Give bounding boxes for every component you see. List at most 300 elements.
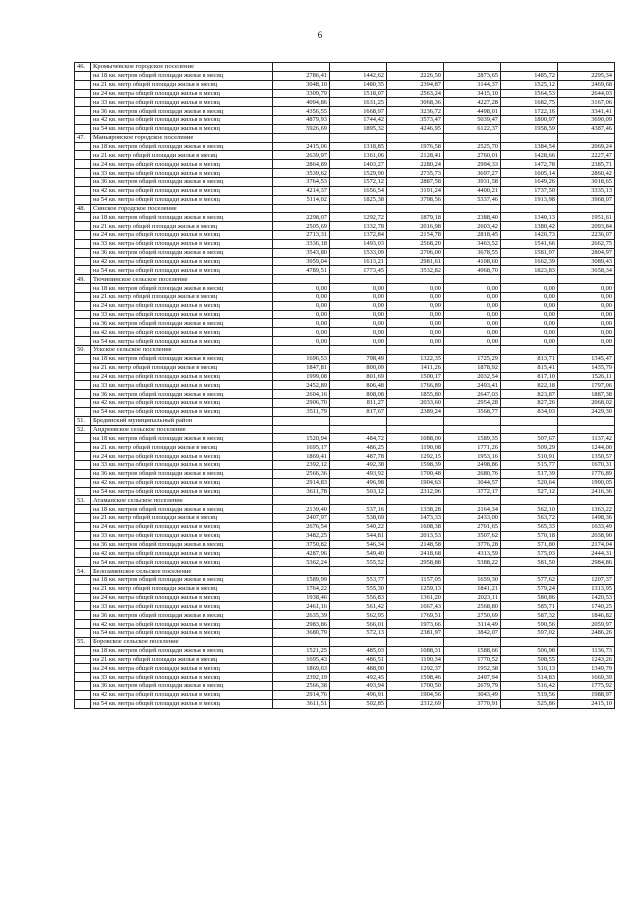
value-cell: 546,34 bbox=[330, 540, 387, 549]
empty-index-cell bbox=[75, 690, 91, 699]
area-label: на 18 кв. метров общей площади жилья в месяц bbox=[91, 646, 273, 655]
table-row bbox=[75, 434, 615, 443]
value-cell: 1988,97 bbox=[558, 690, 615, 699]
empty-cell bbox=[273, 567, 330, 576]
empty-cell bbox=[387, 425, 444, 434]
empty-cell bbox=[387, 567, 444, 576]
table-row bbox=[75, 655, 615, 664]
value-cell: 1825,38 bbox=[330, 195, 387, 204]
table-row bbox=[75, 487, 615, 496]
value-cell: 1682,75 bbox=[501, 98, 558, 107]
value-cell: 537,16 bbox=[330, 505, 387, 514]
value-cell: 822,18 bbox=[501, 381, 558, 390]
table-row bbox=[75, 142, 615, 151]
empty-cell bbox=[273, 133, 330, 142]
value-cell: 3543,80 bbox=[273, 248, 330, 257]
municipality-row bbox=[75, 346, 615, 355]
empty-cell bbox=[558, 133, 615, 142]
value-cell: 508,55 bbox=[501, 655, 558, 664]
row-index: 49. bbox=[75, 275, 91, 284]
table-row bbox=[75, 540, 615, 549]
empty-index-cell bbox=[75, 177, 91, 186]
value-cell: 0,00 bbox=[330, 337, 387, 346]
value-cell: 1244,00 bbox=[558, 443, 615, 452]
value-cell: 1951,61 bbox=[558, 213, 615, 222]
value-cell: 1695,17 bbox=[273, 443, 330, 452]
empty-index-cell bbox=[75, 248, 91, 257]
empty-cell bbox=[444, 567, 501, 576]
empty-index-cell bbox=[75, 257, 91, 266]
area-label: на 24 кв. метра общей площади жилья в месяц bbox=[91, 160, 273, 169]
empty-index-cell bbox=[75, 98, 91, 107]
empty-index-cell bbox=[75, 655, 91, 664]
area-label: на 42 кв. метра общей площади жилья в месяц bbox=[91, 690, 273, 699]
empty-index-cell bbox=[75, 328, 91, 337]
value-cell: 1403,27 bbox=[330, 160, 387, 169]
value-cell: 1855,80 bbox=[387, 390, 444, 399]
value-cell: 2227,47 bbox=[558, 151, 615, 160]
value-cell: 1670,31 bbox=[558, 460, 615, 469]
empty-index-cell bbox=[75, 160, 91, 169]
empty-cell bbox=[273, 63, 330, 72]
value-cell: 3089,43 bbox=[558, 257, 615, 266]
value-cell: 2148,58 bbox=[387, 540, 444, 549]
value-cell: 597,02 bbox=[501, 629, 558, 638]
value-cell: 4879,93 bbox=[273, 116, 330, 125]
value-cell: 1372,84 bbox=[330, 231, 387, 240]
value-cell: 2735,73 bbox=[387, 169, 444, 178]
value-cell: 3044,57 bbox=[444, 478, 501, 487]
value-cell: 1659,30 bbox=[444, 575, 501, 584]
value-cell: 493,94 bbox=[330, 682, 387, 691]
area-label: на 36 кв. метров общей площади жилья в месяц bbox=[91, 540, 273, 549]
table-row bbox=[75, 169, 615, 178]
value-cell: 3772,17 bbox=[444, 487, 501, 496]
value-cell: 3191,24 bbox=[387, 186, 444, 195]
empty-index-cell bbox=[75, 558, 91, 567]
value-cell: 563,72 bbox=[501, 514, 558, 523]
value-cell: 2388,40 bbox=[444, 213, 501, 222]
value-cell: 0,00 bbox=[444, 284, 501, 293]
value-cell: 3750,82 bbox=[273, 540, 330, 549]
empty-cell bbox=[558, 496, 615, 505]
table-row bbox=[75, 80, 615, 89]
table-row bbox=[75, 328, 615, 337]
area-label: на 36 кв. метров общей площади жилья в месяц bbox=[91, 319, 273, 328]
table-row bbox=[75, 682, 615, 691]
area-label: на 18 кв. метров общей площади жилья в месяц bbox=[91, 354, 273, 363]
empty-index-cell bbox=[75, 292, 91, 301]
empty-index-cell bbox=[75, 231, 91, 240]
area-label: на 36 кв. метров общей площади жилья в месяц bbox=[91, 177, 273, 186]
empty-index-cell bbox=[75, 195, 91, 204]
empty-cell bbox=[558, 63, 615, 72]
empty-cell bbox=[501, 133, 558, 142]
empty-index-cell bbox=[75, 460, 91, 469]
value-cell: 1498,36 bbox=[558, 514, 615, 523]
value-cell: 2298,07 bbox=[273, 213, 330, 222]
empty-cell bbox=[444, 275, 501, 284]
value-cell: 3539,62 bbox=[273, 169, 330, 178]
area-label: на 18 кв. метров общей площади жилья в месяц bbox=[91, 505, 273, 514]
municipality-row bbox=[75, 275, 615, 284]
value-cell: 2680,76 bbox=[444, 469, 501, 478]
empty-cell bbox=[444, 63, 501, 72]
value-cell: 553,77 bbox=[330, 575, 387, 584]
area-label: на 33 кв. метра общей площади жилья в месяц bbox=[91, 169, 273, 178]
empty-cell bbox=[330, 637, 387, 646]
value-cell: 503,12 bbox=[330, 487, 387, 496]
empty-cell bbox=[501, 63, 558, 72]
value-cell: 2032,54 bbox=[444, 372, 501, 381]
value-cell: 0,00 bbox=[387, 292, 444, 301]
value-cell: 3770,91 bbox=[444, 699, 501, 708]
table-row bbox=[75, 620, 615, 629]
empty-cell bbox=[387, 204, 444, 213]
value-cell: 555,52 bbox=[330, 558, 387, 567]
value-cell: 3018,65 bbox=[558, 177, 615, 186]
value-cell: 3680,79 bbox=[273, 629, 330, 638]
value-cell: 2497,94 bbox=[444, 673, 501, 682]
row-index: 47. bbox=[75, 133, 91, 142]
value-cell: 2486,26 bbox=[558, 629, 615, 638]
empty-cell bbox=[330, 346, 387, 355]
value-cell: 0,00 bbox=[273, 337, 330, 346]
table-row bbox=[75, 151, 615, 160]
municipality-row bbox=[75, 133, 615, 142]
empty-cell bbox=[444, 204, 501, 213]
empty-cell bbox=[501, 567, 558, 576]
value-cell: 1564,53 bbox=[501, 89, 558, 98]
value-cell: 2093,84 bbox=[558, 222, 615, 231]
value-cell: 487,78 bbox=[330, 452, 387, 461]
value-cell: 3068,36 bbox=[387, 98, 444, 107]
empty-index-cell bbox=[75, 699, 91, 708]
row-index: 52. bbox=[75, 425, 91, 434]
value-cell: 1841,21 bbox=[444, 584, 501, 593]
row-index: 53. bbox=[75, 496, 91, 505]
value-cell: 1243,26 bbox=[558, 655, 615, 664]
empty-index-cell bbox=[75, 469, 91, 478]
empty-index-cell bbox=[75, 584, 91, 593]
value-cell: 549,40 bbox=[330, 549, 387, 558]
value-cell: 0,00 bbox=[558, 310, 615, 319]
value-cell: 2568,80 bbox=[444, 602, 501, 611]
value-cell: 506,98 bbox=[501, 646, 558, 655]
empty-index-cell bbox=[75, 319, 91, 328]
value-cell: 577,62 bbox=[501, 575, 558, 584]
value-cell: 538,69 bbox=[330, 514, 387, 523]
empty-index-cell bbox=[75, 337, 91, 346]
value-cell: 0,00 bbox=[501, 337, 558, 346]
value-cell: 1411,26 bbox=[387, 363, 444, 372]
value-cell: 1480,35 bbox=[330, 80, 387, 89]
value-cell: 798,49 bbox=[330, 354, 387, 363]
value-cell: 561,42 bbox=[330, 602, 387, 611]
value-cell: 2906,70 bbox=[273, 399, 330, 408]
value-cell: 0,00 bbox=[387, 301, 444, 310]
empty-index-cell bbox=[75, 284, 91, 293]
table-row bbox=[75, 177, 615, 186]
empty-index-cell bbox=[75, 186, 91, 195]
value-cell: 1588,66 bbox=[444, 646, 501, 655]
value-cell: 2914,83 bbox=[273, 478, 330, 487]
value-cell: 572,13 bbox=[330, 629, 387, 638]
area-label: на 21 кв. метр общей площади жилья в месяц bbox=[91, 584, 273, 593]
value-cell: 516,42 bbox=[501, 682, 558, 691]
table-row bbox=[75, 452, 615, 461]
empty-cell bbox=[558, 275, 615, 284]
value-cell: 1770,52 bbox=[444, 655, 501, 664]
value-cell: 3482,25 bbox=[273, 531, 330, 540]
value-cell: 1976,58 bbox=[387, 142, 444, 151]
value-cell: 515,77 bbox=[501, 460, 558, 469]
empty-cell bbox=[273, 275, 330, 284]
area-label: на 33 кв. метра общей площади жилья в месяц bbox=[91, 602, 273, 611]
value-cell: 815,41 bbox=[501, 363, 558, 372]
value-cell: 1420,73 bbox=[501, 231, 558, 240]
empty-cell bbox=[501, 346, 558, 355]
table-row bbox=[75, 673, 615, 682]
area-label: на 54 кв. метра общей площади жилья в месяц bbox=[91, 558, 273, 567]
value-cell: 566,01 bbox=[330, 620, 387, 629]
value-cell: 1869,41 bbox=[273, 452, 330, 461]
municipality-name: Андреевское сельское поселение bbox=[91, 425, 273, 434]
value-cell: 3043,49 bbox=[444, 690, 501, 699]
area-label: на 33 кв. метра общей площади жилья в месяц bbox=[91, 460, 273, 469]
value-cell: 0,00 bbox=[501, 319, 558, 328]
value-cell: 1938,46 bbox=[273, 593, 330, 602]
value-cell: 1695,43 bbox=[273, 655, 330, 664]
empty-index-cell bbox=[75, 629, 91, 638]
area-label: на 21 кв. метр общей площади жилья в месяц bbox=[91, 655, 273, 664]
value-cell: 3415,10 bbox=[444, 89, 501, 98]
value-cell: 1500,17 bbox=[387, 372, 444, 381]
value-cell: 4789,51 bbox=[273, 266, 330, 275]
value-cell: 1846,82 bbox=[558, 611, 615, 620]
value-cell: 2407,97 bbox=[273, 514, 330, 523]
value-cell: 1773,45 bbox=[330, 266, 387, 275]
area-label: на 21 кв. метр общей площади жилья в месяц bbox=[91, 222, 273, 231]
value-cell: 0,00 bbox=[558, 301, 615, 310]
value-cell: 2381,97 bbox=[387, 629, 444, 638]
area-label: на 54 кв. метра общей площади жилья в месяц bbox=[91, 487, 273, 496]
value-cell: 827,26 bbox=[501, 399, 558, 408]
value-cell: 823,87 bbox=[501, 390, 558, 399]
value-cell: 2433,00 bbox=[444, 514, 501, 523]
value-cell: 486,25 bbox=[330, 443, 387, 452]
value-cell: 1589,99 bbox=[273, 575, 330, 584]
value-cell: 2164,34 bbox=[444, 505, 501, 514]
table-row bbox=[75, 690, 615, 699]
value-cell: 1669,39 bbox=[558, 673, 615, 682]
value-cell: 3463,52 bbox=[444, 239, 501, 248]
value-cell: 4246,95 bbox=[387, 124, 444, 133]
value-cell: 496,91 bbox=[330, 690, 387, 699]
value-cell: 0,00 bbox=[501, 328, 558, 337]
empty-cell bbox=[558, 637, 615, 646]
value-cell: 3764,53 bbox=[273, 177, 330, 186]
value-cell: 1958,59 bbox=[501, 124, 558, 133]
value-cell: 1589,35 bbox=[444, 434, 501, 443]
value-cell: 1722,16 bbox=[501, 107, 558, 116]
value-cell: 562,95 bbox=[330, 611, 387, 620]
value-cell: 0,00 bbox=[501, 310, 558, 319]
value-cell: 1349,79 bbox=[558, 664, 615, 673]
value-cell: 2981,61 bbox=[387, 257, 444, 266]
value-cell: 0,00 bbox=[444, 328, 501, 337]
row-index: 55. bbox=[75, 637, 91, 646]
value-cell: 1137,42 bbox=[558, 434, 615, 443]
table-row bbox=[75, 222, 615, 231]
value-cell: 4498,01 bbox=[444, 107, 501, 116]
table-row bbox=[75, 399, 615, 408]
empty-cell bbox=[501, 416, 558, 425]
area-label: на 54 кв. метра общей площади жилья в месяц bbox=[91, 337, 273, 346]
value-cell: 2392,12 bbox=[273, 460, 330, 469]
value-cell: 0,00 bbox=[387, 319, 444, 328]
value-cell: 0,00 bbox=[558, 328, 615, 337]
value-cell: 1764,22 bbox=[273, 584, 330, 593]
table-row bbox=[75, 514, 615, 523]
value-cell: 2154,78 bbox=[387, 231, 444, 240]
value-cell: 2604,16 bbox=[273, 390, 330, 399]
empty-cell bbox=[558, 346, 615, 355]
table-row bbox=[75, 319, 615, 328]
row-index: 51. bbox=[75, 416, 91, 425]
value-cell: 1952,38 bbox=[444, 664, 501, 673]
empty-index-cell bbox=[75, 522, 91, 531]
empty-index-cell bbox=[75, 399, 91, 408]
value-cell: 2760,01 bbox=[444, 151, 501, 160]
area-label: на 33 кв. метра общей площади жилья в месяц bbox=[91, 673, 273, 682]
value-cell: 519,56 bbox=[501, 690, 558, 699]
value-cell: 5362,24 bbox=[273, 558, 330, 567]
area-label: на 24 кв. метра общей площади жилья в месяц bbox=[91, 452, 273, 461]
empty-index-cell bbox=[75, 540, 91, 549]
row-index: 54. bbox=[75, 567, 91, 576]
value-cell: 575,03 bbox=[501, 549, 558, 558]
value-cell: 1332,78 bbox=[330, 222, 387, 231]
value-cell: 1136,73 bbox=[558, 646, 615, 655]
area-label: на 54 кв. метра общей площади жилья в месяц bbox=[91, 699, 273, 708]
table-row bbox=[75, 372, 615, 381]
area-label: на 18 кв. метров общей площади жилья в месяц bbox=[91, 434, 273, 443]
area-label: на 42 кв. метра общей площади жилья в месяц bbox=[91, 620, 273, 629]
value-cell: 1520,94 bbox=[273, 434, 330, 443]
value-cell: 1157,05 bbox=[387, 575, 444, 584]
value-cell: 1775,92 bbox=[558, 682, 615, 691]
value-cell: 3697,27 bbox=[444, 169, 501, 178]
table-row bbox=[75, 186, 615, 195]
value-cell: 3236,72 bbox=[387, 107, 444, 116]
empty-index-cell bbox=[75, 222, 91, 231]
table-row bbox=[75, 89, 615, 98]
value-cell: 3336,18 bbox=[273, 239, 330, 248]
table-body bbox=[75, 63, 615, 709]
empty-index-cell bbox=[75, 354, 91, 363]
municipality-name: Атаманское сельское поселение bbox=[91, 496, 273, 505]
value-cell: 1313,95 bbox=[558, 584, 615, 593]
empty-cell bbox=[330, 425, 387, 434]
value-cell: 1088,31 bbox=[387, 646, 444, 655]
value-cell: 510,13 bbox=[501, 664, 558, 673]
value-cell: 3511,79 bbox=[273, 407, 330, 416]
area-label: на 54 кв. метра общей площади жилья в месяц bbox=[91, 407, 273, 416]
value-cell: 1608,38 bbox=[387, 522, 444, 531]
empty-index-cell bbox=[75, 575, 91, 584]
value-cell: 0,00 bbox=[558, 292, 615, 301]
table-row bbox=[75, 646, 615, 655]
value-cell: 806,48 bbox=[330, 381, 387, 390]
empty-cell bbox=[387, 133, 444, 142]
value-cell: 3959,04 bbox=[273, 257, 330, 266]
empty-index-cell bbox=[75, 478, 91, 487]
table-row bbox=[75, 239, 615, 248]
area-label: на 18 кв. метров общей площади жилья в месяц bbox=[91, 575, 273, 584]
value-cell: 1361,06 bbox=[330, 151, 387, 160]
value-cell: 0,00 bbox=[330, 319, 387, 328]
value-cell: 1361,20 bbox=[387, 593, 444, 602]
area-label: на 54 кв. метра общей площади жилья в месяц bbox=[91, 124, 273, 133]
value-cell: 2994,33 bbox=[444, 160, 501, 169]
area-label: на 18 кв. метров общей площади жилья в месяц bbox=[91, 142, 273, 151]
value-cell: 2563,24 bbox=[387, 89, 444, 98]
empty-cell bbox=[330, 204, 387, 213]
value-cell: 1740,25 bbox=[558, 602, 615, 611]
table-row bbox=[75, 699, 615, 708]
table-row bbox=[75, 124, 615, 133]
value-cell: 1990,05 bbox=[558, 478, 615, 487]
empty-index-cell bbox=[75, 151, 91, 160]
value-cell: 1668,97 bbox=[330, 107, 387, 116]
value-cell: 2415,10 bbox=[558, 699, 615, 708]
table-row bbox=[75, 248, 615, 257]
municipality-name: Брединский муниципальный район bbox=[91, 416, 273, 425]
empty-cell bbox=[444, 637, 501, 646]
empty-index-cell bbox=[75, 363, 91, 372]
empty-cell bbox=[273, 425, 330, 434]
value-cell: 2174,04 bbox=[558, 540, 615, 549]
empty-index-cell bbox=[75, 142, 91, 151]
value-cell: 2312,96 bbox=[387, 487, 444, 496]
table-row bbox=[75, 337, 615, 346]
value-cell: 2958,88 bbox=[387, 558, 444, 567]
value-cell: 1913,98 bbox=[501, 195, 558, 204]
area-label: на 42 кв. метра общей площади жилья в месяц bbox=[91, 257, 273, 266]
value-cell: 3798,56 bbox=[387, 195, 444, 204]
empty-index-cell bbox=[75, 124, 91, 133]
value-cell: 2236,07 bbox=[558, 231, 615, 240]
empty-index-cell bbox=[75, 505, 91, 514]
area-label: на 18 кв. метров общей площади жилья в месяц bbox=[91, 284, 273, 293]
area-label: на 54 кв. метра общей площади жилья в месяц bbox=[91, 629, 273, 638]
value-cell: 587,32 bbox=[501, 611, 558, 620]
value-cell: 1190,08 bbox=[387, 443, 444, 452]
value-cell: 1887,38 bbox=[558, 390, 615, 399]
page-number: 6 bbox=[317, 30, 323, 40]
value-cell: 2644,03 bbox=[558, 89, 615, 98]
value-cell: 1292,72 bbox=[330, 213, 387, 222]
value-cell: 2016,98 bbox=[387, 222, 444, 231]
empty-index-cell bbox=[75, 372, 91, 381]
table-row bbox=[75, 71, 615, 80]
value-cell: 2887,58 bbox=[387, 177, 444, 186]
table-row bbox=[75, 301, 615, 310]
value-cell: 1572,12 bbox=[330, 177, 387, 186]
value-cell: 1696,53 bbox=[273, 354, 330, 363]
value-cell: 525,86 bbox=[501, 699, 558, 708]
